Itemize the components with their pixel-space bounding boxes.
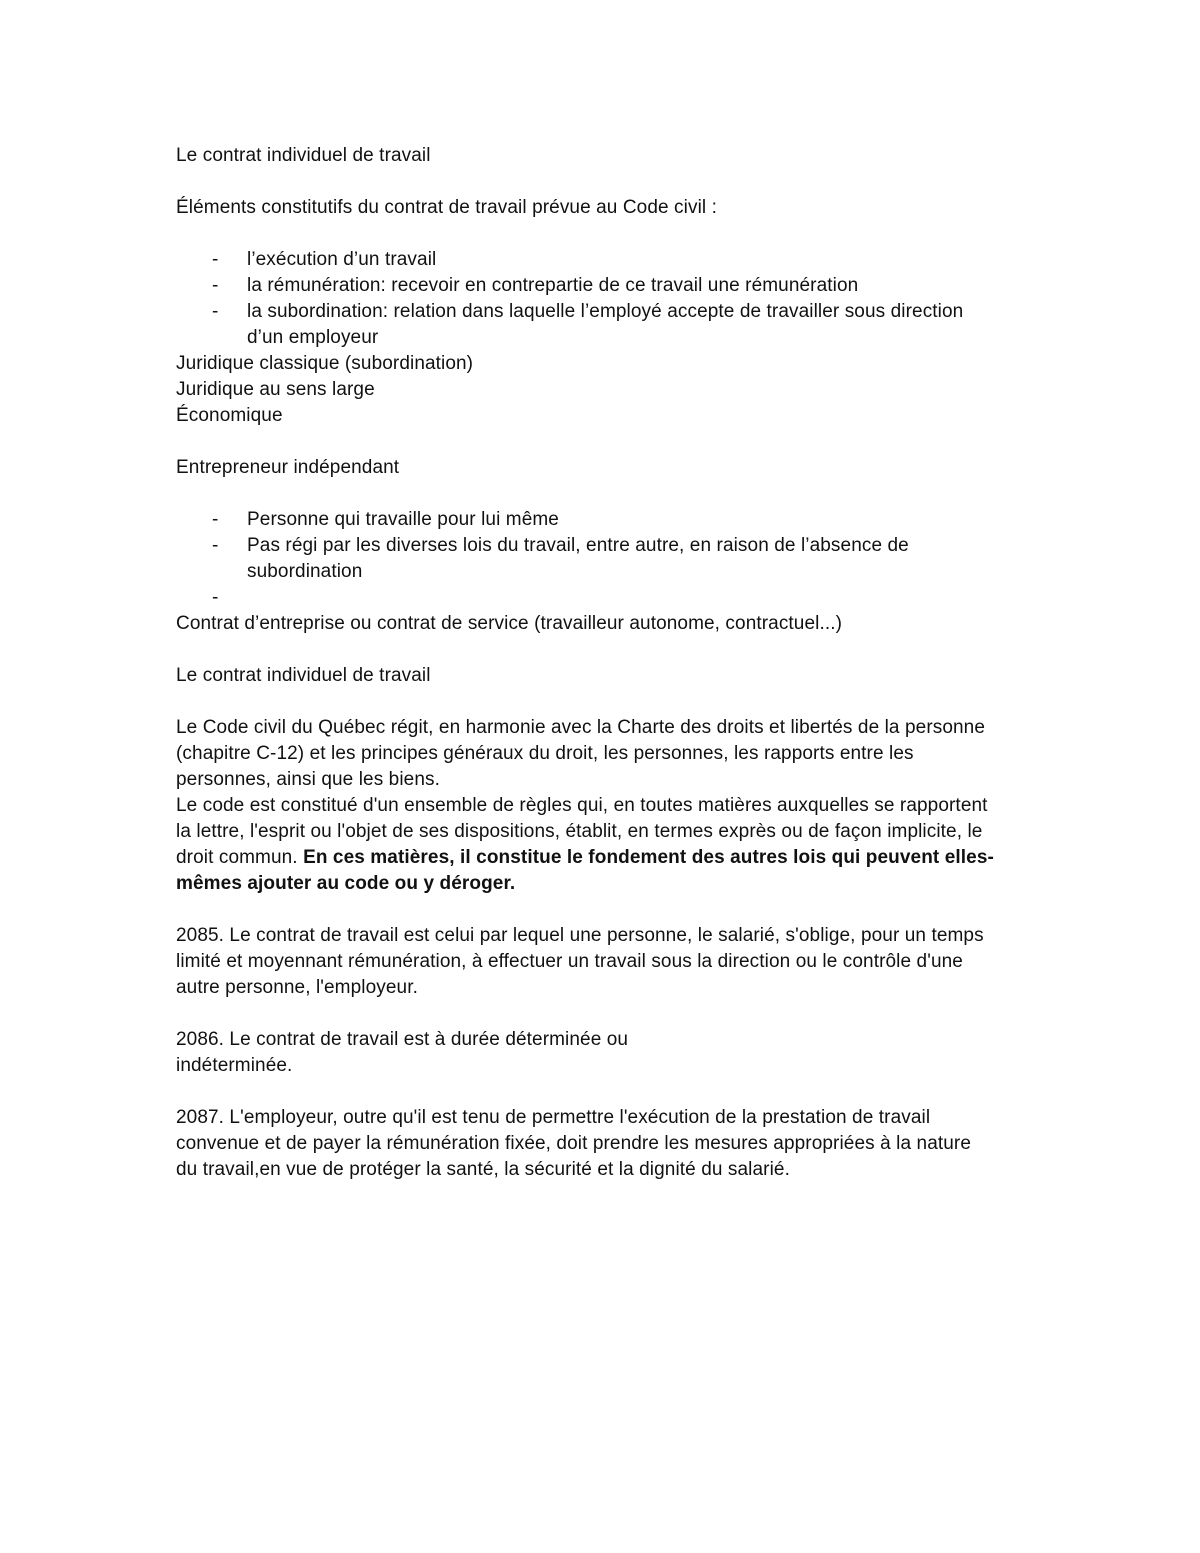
paragraph-line: la lettre, l'esprit ou l'objet de ses dispositions, établit, en termes exprès ou de façon implicite, le bbox=[176, 821, 983, 842]
paragraph-bold-text: mêmes ajouter au code ou y déroger. bbox=[176, 873, 516, 894]
paragraph-line: convenue et de payer la rémunération fixée, doit prendre les mesures appropriées à la nature bbox=[176, 1133, 971, 1154]
contract-line: Contrat d’entreprise ou contrat de service (travailleur autonome, contractuel...) bbox=[176, 613, 843, 634]
list-item-text: la subordination: relation dans laquelle l’employé accepte de travailler sous direction bbox=[247, 301, 964, 322]
paragraph-line bbox=[176, 871, 1036, 897]
paragraph-line bbox=[176, 845, 1036, 871]
article-2086 bbox=[176, 1027, 1036, 1079]
code-civil-paragraph bbox=[176, 715, 1036, 897]
article-number: 2086 bbox=[176, 1029, 219, 1050]
spacer bbox=[176, 429, 1036, 455]
spacer bbox=[176, 221, 1036, 247]
list-dash: - bbox=[212, 249, 219, 270]
paragraph-line: personnes, ainsi que les biens. bbox=[176, 769, 440, 790]
list-dash: - bbox=[212, 587, 219, 608]
spacer bbox=[176, 637, 1036, 663]
spacer bbox=[176, 689, 1036, 715]
spacer bbox=[176, 1001, 1036, 1027]
section-title: Le contrat individuel de travail bbox=[176, 145, 431, 166]
paragraph-line: limité et moyennant rémunération, à effectuer un travail sous la direction ou le contrôle d'une bbox=[176, 951, 963, 972]
elements-heading: Éléments constitutifs du contrat de travail prévue au Code civil : bbox=[176, 197, 717, 218]
spacer bbox=[176, 897, 1036, 923]
paragraph-line: du travail,en vue de protéger la santé, la sécurité et la dignité du salarié. bbox=[176, 1159, 790, 1180]
list-item-text: Personne qui travaille pour lui même bbox=[247, 509, 559, 530]
list-item bbox=[176, 247, 1036, 273]
paragraph-line bbox=[176, 923, 1036, 949]
paragraph-line: Le Code civil du Québec régit, en harmonie avec la Charte des droits et libertés de la personne bbox=[176, 717, 986, 738]
section-title: Le contrat individuel de travail bbox=[176, 665, 431, 686]
article-number: 2085 bbox=[176, 925, 219, 946]
paragraph-line: (chapitre C-12) et les principes généraux du droit, les personnes, les rapports entre les bbox=[176, 743, 914, 764]
paragraph-line: indéterminée. bbox=[176, 1055, 293, 1076]
article-number: 2087 bbox=[176, 1107, 219, 1128]
list-item bbox=[176, 299, 1036, 351]
list-dash: - bbox=[212, 301, 219, 322]
list-dash: - bbox=[212, 535, 219, 556]
list-item bbox=[176, 507, 1036, 533]
paragraph-text: . L'employeur, outre qu'il est tenu de permettre l'exécution de la prestation de travail bbox=[218, 1107, 931, 1128]
paragraph-line bbox=[176, 1105, 1036, 1131]
spacer bbox=[176, 169, 1036, 195]
spacer bbox=[176, 1079, 1036, 1105]
article-2087 bbox=[176, 1105, 1036, 1183]
article-2085 bbox=[176, 923, 1036, 1001]
criteria-item: Juridique au sens large bbox=[176, 379, 375, 400]
entrepreneur-list bbox=[176, 507, 1036, 611]
criteria-item: Juridique classique (subordination) bbox=[176, 353, 474, 374]
paragraph-line: Le code est constitué d'un ensemble de règles qui, en toutes matières auxquelles se rapportent bbox=[176, 795, 988, 816]
paragraph-text: . Le contrat de travail est à durée déterminée ou bbox=[218, 1029, 629, 1050]
paragraph-text: . Le contrat de travail est celui par lequel une personne, le salarié, s'oblige, pour un temps bbox=[218, 925, 984, 946]
spacer bbox=[176, 481, 1036, 507]
list-item bbox=[176, 273, 1036, 299]
paragraph-line bbox=[176, 1027, 1036, 1053]
list-dash: - bbox=[212, 275, 219, 296]
document-body bbox=[176, 143, 1036, 1183]
paragraph-bold-text: En ces matières, il constitue le fondement des autres lois qui peuvent elles- bbox=[303, 847, 994, 868]
list-item-text: l’exécution d’un travail bbox=[247, 249, 437, 270]
entrepreneur-heading: Entrepreneur indépendant bbox=[176, 457, 400, 478]
list-item-text-cont: d’un employeur bbox=[247, 327, 379, 348]
paragraph-line: autre personne, l'employeur. bbox=[176, 977, 418, 998]
elements-list bbox=[176, 247, 1036, 351]
list-dash: - bbox=[212, 509, 219, 530]
list-item-text: la rémunération: recevoir en contrepartie de ce travail une rémunération bbox=[247, 275, 859, 296]
list-item-text: Pas régi par les diverses lois du travail, entre autre, en raison de l’absence de bbox=[247, 535, 909, 556]
list-item-text-cont: subordination bbox=[247, 561, 363, 582]
criteria-item: Économique bbox=[176, 405, 283, 426]
paragraph-text: droit commun. bbox=[176, 847, 304, 868]
list-item bbox=[176, 585, 1036, 611]
list-item bbox=[176, 533, 1036, 585]
